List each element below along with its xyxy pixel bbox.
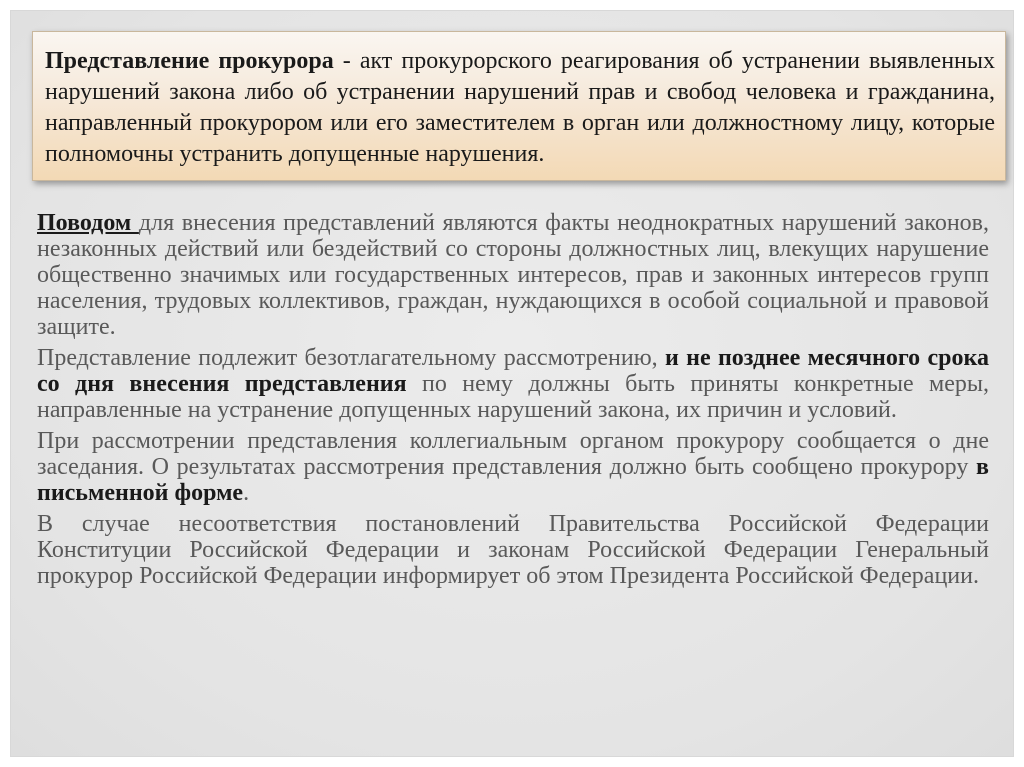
paragraph-deadline-after: по нему должны быть приняты конкретные меры, направленные на устранение допущенных нарушений закона, их причин и условий. xyxy=(37,371,990,423)
paragraph-grounds-text: для внесения представлений являются факты неоднократных нарушений законов, незаконных действий или бездействий со стороны должностных лиц, влекущих нарушение общественно значимых или государственных интересов, прав и законных интересов групп населения, трудовых коллективов, граждан, нуждающихся в особой социальной и правовой защите. xyxy=(37,210,990,340)
paragraph-president-text: В случае несоответствия постановлений Правительства Российской Федерации Конституции Российской Федерации и законам Российской Федерации Генеральный прокурор Российской Федерации информирует об этом Президента Российской Федерации. xyxy=(37,511,989,589)
paragraph-deadline xyxy=(37,345,989,423)
paragraph-grounds-lead: Поводом xyxy=(37,210,139,236)
definition-term: Представление прокурора xyxy=(45,48,334,74)
paragraph-deadline-before: Представление подлежит безотлагательному рассмотрению, xyxy=(37,345,665,371)
paragraph-collegial-bold: в письменной форме xyxy=(37,454,989,506)
paragraph-grounds xyxy=(37,210,989,340)
paragraph-collegial-before: При рассмотрении представления коллегиальным органом прокурору сообщается о дне заседания. О результатах рассмотрения представления должно быть сообщено прокурору xyxy=(37,428,989,480)
definition-text: - акт прокурорского реагирования об устранении выявленных нарушений закона либо об устранении нарушений прав и свобод человека и гражданина, направленный прокурором или его заместителем в орган или должностному лицу, которые полномочны устранить допущенные нарушения. xyxy=(45,48,996,167)
body-text xyxy=(37,210,989,594)
paragraph-collegial-after: . xyxy=(243,480,250,506)
paragraph-president xyxy=(37,511,989,589)
paragraph-deadline-bold: и не позднее месячного срока со дня внесения представления xyxy=(37,345,989,397)
definition-box xyxy=(32,31,1006,181)
paragraph-collegial xyxy=(37,428,989,506)
